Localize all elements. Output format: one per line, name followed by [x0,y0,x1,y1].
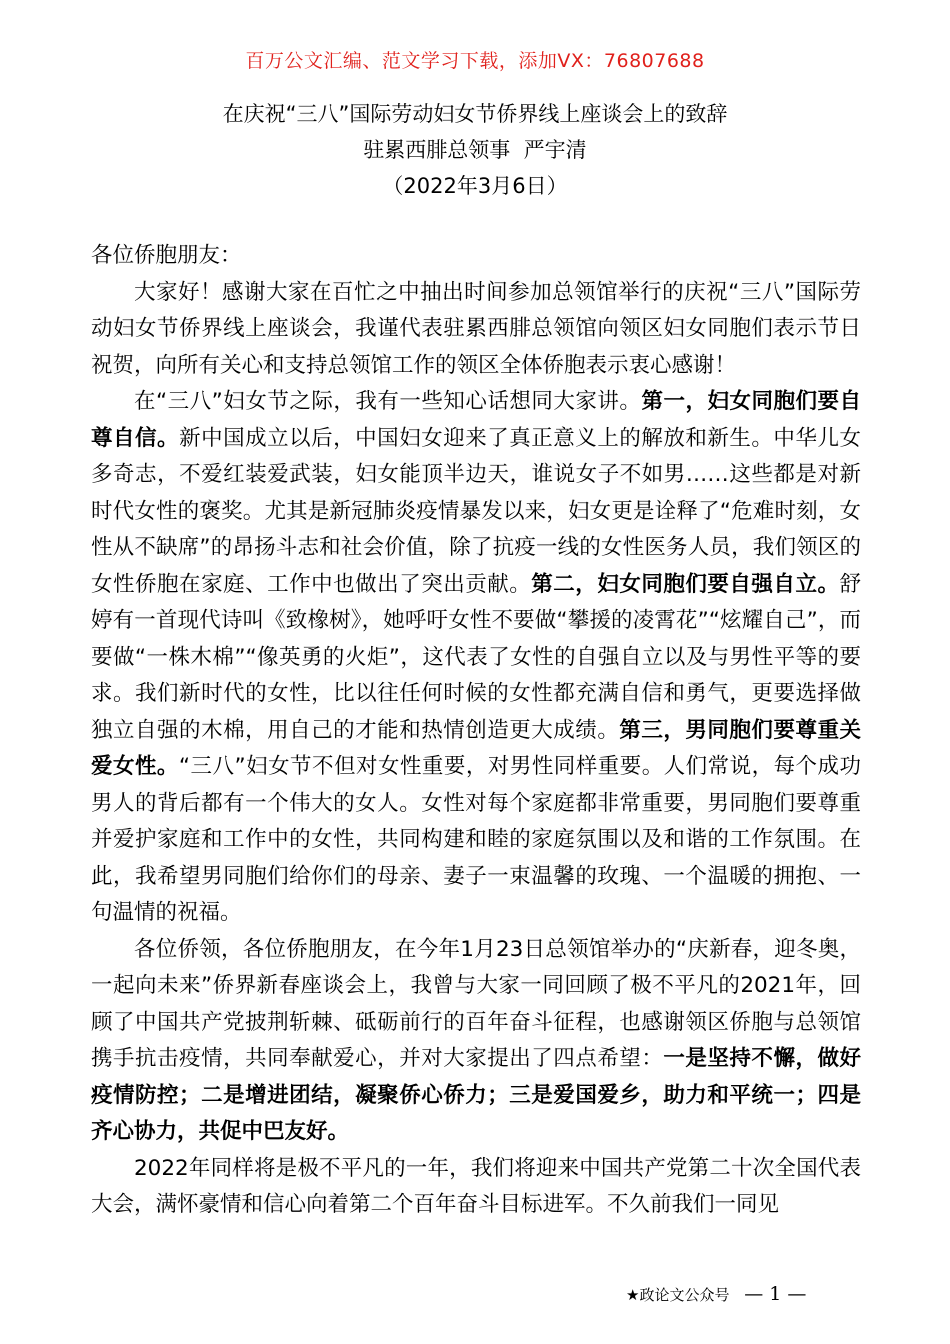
paragraph-2-text: “三八”妇女节不但对女性重要，对男性同样重要。人们常说，每个成功男人的背后都有一个伟大的女人。女性对每个家庭都非常重要，男同胞们要尊重并爱护家庭和工作中的女性，共同构建和睦的家庭氛围以及和谐的工作氛围。在此，我希望男同胞们给你们的母亲、妻子一束温馨的玫瑰、一个温暖的拥抱、一句温情的祝福。 [91,754,861,925]
speaker-line: 驻累西腓总领事 严宇清 [363,138,587,162]
title-block [0,96,950,204]
paragraph-2-text: 舒婷有一首现代诗叫《致橡树》，她呼吁女性不要做“攀援的凌霄花”“炫耀自己”，而要做“一株木棉”“像英勇的火炬”，这代表了女性的自强自立以及与男性平等的要求。我们新时代的女性，比以往任何时候的女性都充满自信和勇气，更要选择做独立自强的木棉，用自己的才能和热情创造更大成绩。 [91,571,861,743]
point-one-heading: 第一，妇女同胞们要自尊自信。 [91,389,861,451]
paragraph-1: 大家好！感谢大家在百忙之中抽出时间参加总领馆举行的庆祝“三八”国际劳动妇女节侨界线上座谈会，我谨代表驻累西腓总领馆向领区妇女同胞们表示节日祝贺，向所有关心和支持总领馆工作的领区全体侨胞表示衷心感谢！ [91,279,861,378]
footer-source: ★政论文公众号 [626,1286,730,1304]
paragraph-2 [91,384,861,932]
paragraph-2-text: 新中国成立以后，中国妇女迎来了真正意义上的解放和新生。中华儿女多奇志，不爱红装爱武装，妇女能顶半边天，谁说女子不如男……这些都是对新时代女性的褒奖。尤其是新冠肺炎疫情暴发以来，妇女更是诠释了“危难时刻，女性从不缺席”的昂扬斗志和社会价值，除了抗疫一线的女性医务人员，我们领区的女性侨胞在家庭、工作中也做出了突出贡献。 [91,425,861,597]
header-ad-text: 百万公文汇编、范文学习下载，添加VX：76807688 [245,50,705,72]
point-two-heading: 第二，妇女同胞们要自强自立。 [531,571,840,597]
paragraph-2-text: 在“三八”妇女节之际，我有一些知心话想同大家讲。 [134,389,642,414]
paragraph-3 [91,932,861,1151]
point-three-heading: 第三，男同胞们要尊重关爱女性。 [91,717,861,779]
document-body [91,238,861,1224]
page-number: — 1 — [744,1283,807,1305]
greeting: 各位侨胞朋友： [91,243,242,268]
page-footer [626,1283,806,1305]
paragraph-4: 2022年同样将是极不平凡的一年，我们将迎来中国共产党第二十次全国代表大会，满怀豪情和信心向着第二个百年奋斗目标进军。不久前我们一同见 [91,1155,861,1217]
paragraph-3-text: 各位侨领，各位侨胞朋友，在今年1月23日总领馆举办的“庆新春，迎冬奥，一起向未来”侨界新春座谈会上，我曾与大家一同回顾了极不平凡的2021年，回顾了中国共产党披荆斩棘、砥砺前行的百年奋斗征程，也感谢领区侨胞与总领馆携手抗击疫情，共同奉献爱心，并对大家提出了四点希望： [91,936,861,1071]
date-line: （2022年3月6日） [382,174,568,198]
document-title: 在庆祝“三八”国际劳动妇女节侨界线上座谈会上的致辞 [222,102,728,126]
four-hopes: 一是坚持不懈，做好疫情防控；二是增进团结，凝聚侨心侨力；三是爱国爱乡，助力和平统一；四是齐心协力，共促中巴友好。 [91,1046,861,1144]
